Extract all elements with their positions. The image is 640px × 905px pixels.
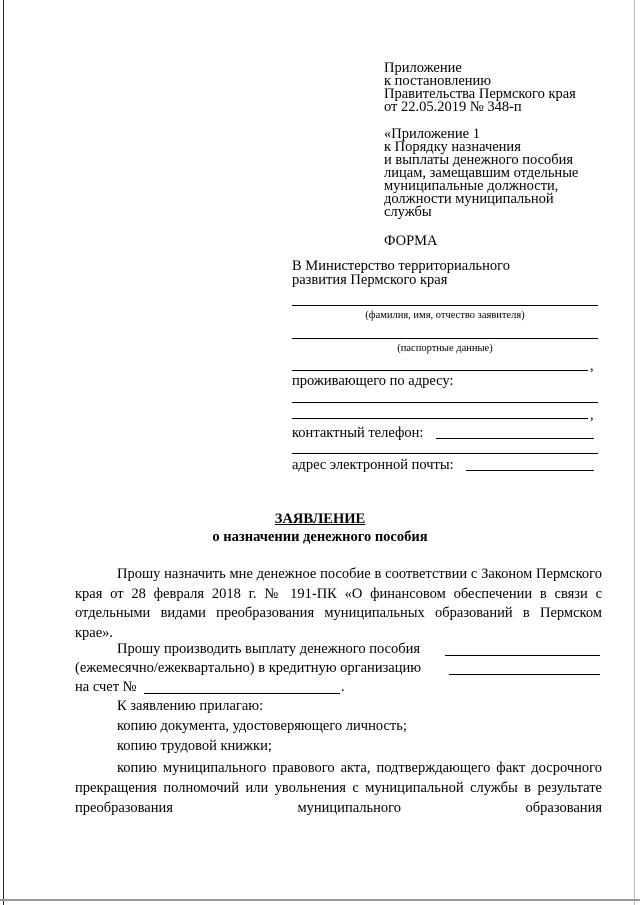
scan-right-edge	[634, 0, 635, 905]
paragraph-text: копию муниципального правового акта, подтверждающего факт досрочного прекращения полномочий или увольнения с муниципальной службы в результате преобразования муниципального образования	[75, 760, 602, 816]
appendix-line: от 22.05.2019 № 348-п	[384, 99, 522, 115]
scan-left-edge	[3, 0, 4, 905]
appendix-line: Приложение	[384, 60, 462, 76]
payment-request-text: Прошу производить выплату денежного пособия	[117, 641, 421, 657]
appendix1-line: к Порядку назначения	[384, 139, 521, 155]
account-text: на счет №	[75, 679, 137, 695]
bank-text: (ежемесячно/ежеквартально) в кредитную организацию	[75, 660, 422, 676]
phone-field-line[interactable]	[436, 438, 594, 439]
body-paragraph-1	[75, 565, 602, 643]
attachment-item: копию трудовой книжки;	[117, 738, 272, 754]
passport-field-line[interactable]	[292, 338, 598, 339]
passport-caption: (паспортные данные)	[397, 343, 493, 354]
email-field-line[interactable]	[466, 470, 594, 471]
document-subtitle: о назначении денежного пособия	[212, 529, 428, 545]
appendix1-line: «Приложение 1	[384, 126, 480, 142]
phone-label: контактный телефон:	[292, 425, 424, 441]
appendix1-line: службы	[384, 204, 432, 220]
appendix1-line: и выплаты денежного пособия	[384, 152, 574, 168]
address-field-line-1[interactable]	[292, 370, 588, 371]
appendix-line: Правительства Пермского края	[384, 86, 576, 102]
attachment-item: копию документа, удостоверяющего личность;	[117, 718, 407, 734]
paragraph-text: Прошу назначить мне денежное пособие в соответствии с Законом Пермского края от 28 февраля 2018 г. № 191-ПК «О финансовом обеспечении в связи с отдельными видами преобразования муниципальных образований в Пермском крае».	[75, 566, 602, 641]
appendix1-line: должности муниципальной	[384, 191, 554, 207]
form-label: ФОРМА	[384, 233, 438, 249]
appendix1-line: муниципальные должности,	[384, 178, 559, 194]
phone-extra-line[interactable]	[292, 453, 598, 454]
addressee-line: развития Пермского края	[292, 272, 448, 288]
period: .	[341, 679, 345, 695]
address-field-line-3[interactable]	[292, 418, 588, 419]
scan-bottom-edge	[0, 899, 640, 901]
address-label: проживающего по адресу:	[292, 373, 454, 389]
bank-field[interactable]	[449, 674, 600, 675]
payment-request-field[interactable]	[445, 655, 600, 656]
comma: ,	[590, 358, 594, 374]
addressee-line: В Министерство территориального	[292, 258, 511, 274]
comma: ,	[590, 407, 594, 423]
fio-field-line[interactable]	[292, 305, 598, 306]
appendix-line: к постановлению	[384, 73, 492, 89]
email-label: адрес электронной почты:	[292, 457, 454, 473]
appendix1-line: лицам, замещавшим отдельные	[384, 165, 579, 181]
address-field-line-2[interactable]	[292, 402, 598, 403]
attachments-label: К заявлению прилагаю:	[117, 698, 264, 714]
document-title: ЗАЯВЛЕНИЕ	[274, 511, 366, 527]
fio-caption: (фамилия, имя, отчество заявителя)	[365, 310, 525, 321]
attachment-item-long	[75, 758, 602, 818]
account-field[interactable]	[144, 693, 340, 694]
